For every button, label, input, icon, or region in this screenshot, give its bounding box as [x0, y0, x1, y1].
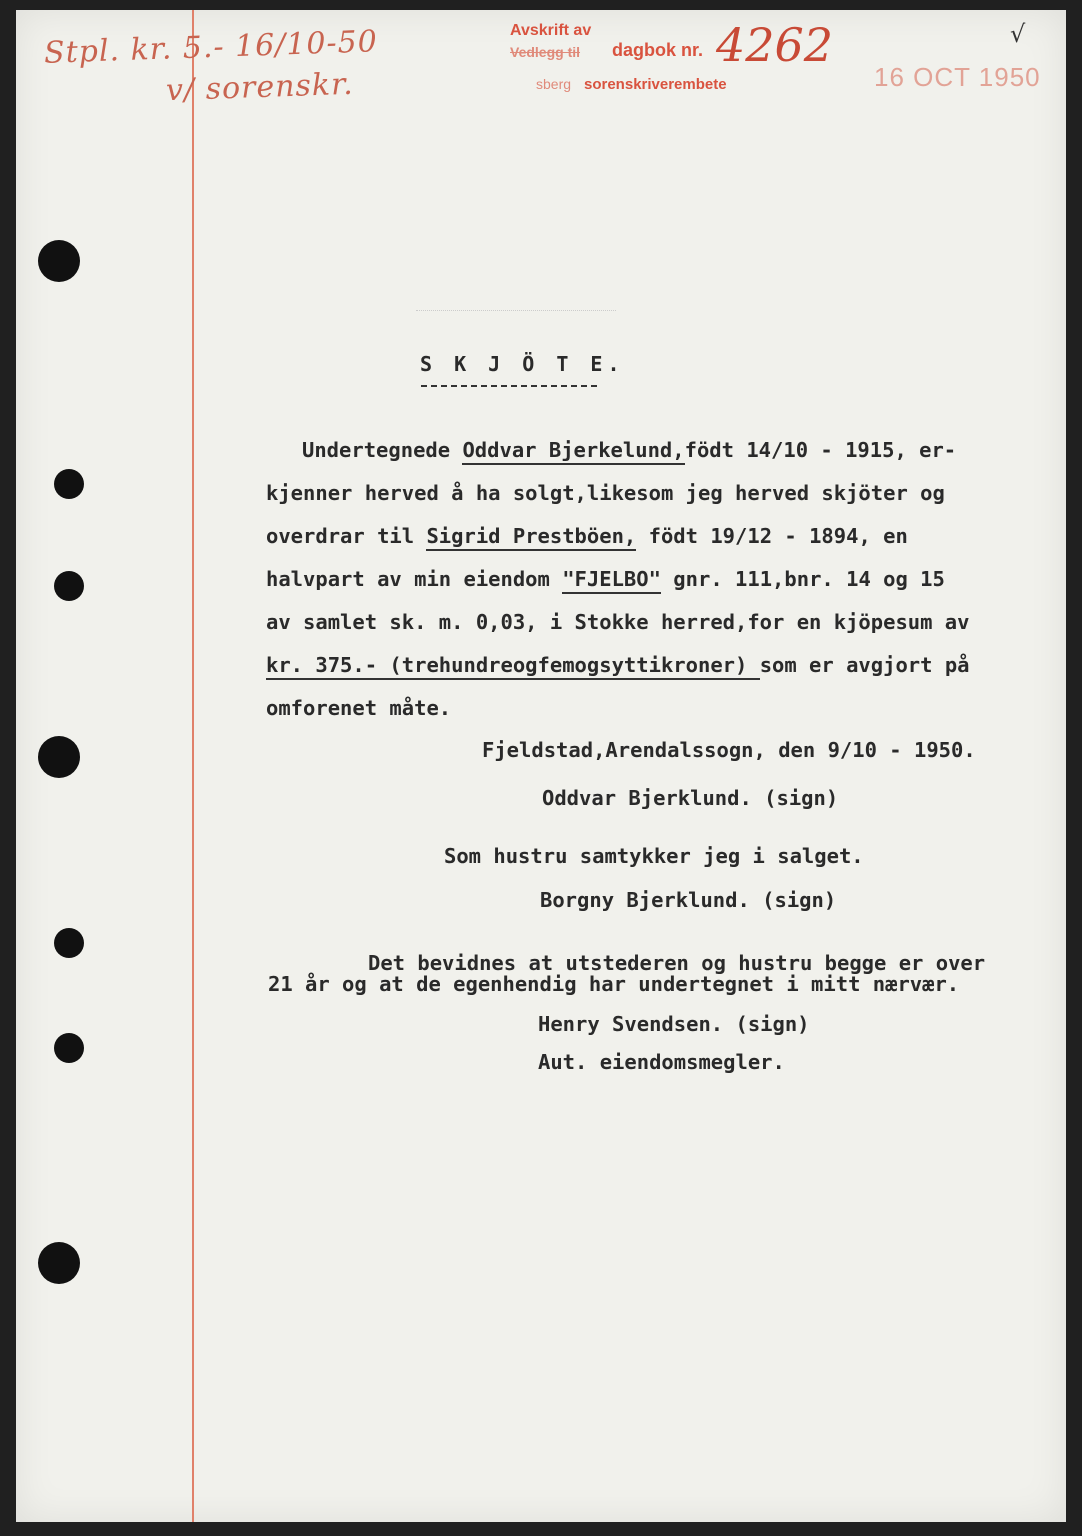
body-line-2: kjenner herved å ha solgt,likesom jeg herved skjöter og: [266, 481, 945, 505]
handwritten-fee-note: Stpl. kr. 5.- 16/10-50: [43, 24, 379, 71]
faint-rule: [416, 310, 616, 311]
body-line-6: kr. 375.- (trehundreogfemogsyttikroner) som er avgjort på: [266, 653, 970, 677]
punch-hole: [54, 469, 84, 499]
body-line-5: av samlet sk. m. 0,03, i Stokke herred,for en kjöpesum av: [266, 610, 970, 634]
punch-hole: [54, 1033, 84, 1063]
punch-hole: [54, 928, 84, 958]
document-page: [16, 10, 1066, 1522]
stamp-dagbok: dagbok nr.: [612, 40, 704, 60]
stamp-office-prefix: sberg: [536, 76, 572, 92]
stamp-office: sorenskriverembete: [584, 76, 727, 93]
witness-line-2: 21 år og at de egenhendig har undertegnet i mitt nærvær.: [268, 972, 960, 996]
signature-seller: Oddvar Bjerklund. (sign): [542, 786, 839, 810]
body-line-1: Undertegnede Oddvar Bjerkelund,födt 14/10 - 1915, er-: [302, 438, 956, 462]
date-stamp: 16 OCT 1950: [874, 62, 1041, 92]
document-title: S K J Ö T E.: [420, 352, 625, 376]
margin-line: [192, 10, 194, 1522]
body-line-7: omforenet måte.: [266, 696, 452, 720]
check-mark: √: [1010, 20, 1026, 48]
punch-hole: [38, 1242, 80, 1284]
stamp-avskrift: Avskrift av: [510, 22, 592, 39]
dagbok-number: 4262: [716, 18, 834, 72]
title-underline: [421, 385, 597, 387]
punch-hole: [38, 240, 80, 282]
witness-line-1: Det bevidnes at utstederen og hustru begge er over: [368, 951, 986, 975]
body-line-4: halvpart av min eiendom "FJELBO" gnr. 111,bnr. 14 og 15: [266, 567, 945, 591]
witness-title: Aut. eiendomsmegler.: [538, 1050, 785, 1074]
signature-witness: Henry Svendsen. (sign): [538, 1012, 810, 1036]
spouse-consent: Som hustru samtykker jeg i salget.: [444, 844, 864, 868]
handwritten-office-note: v/ sorenskr.: [165, 66, 355, 109]
signature-spouse: Borgny Bjerklund. (sign): [540, 888, 837, 912]
punch-hole: [54, 571, 84, 601]
body-line-3: overdrar til Sigrid Prestböen, födt 19/12 - 1894, en: [266, 524, 908, 548]
stamp-vedlegg: Vedlegg til: [510, 44, 581, 60]
place-date: Fjeldstad,Arendalssogn, den 9/10 - 1950.: [482, 738, 976, 762]
punch-hole: [38, 736, 80, 778]
